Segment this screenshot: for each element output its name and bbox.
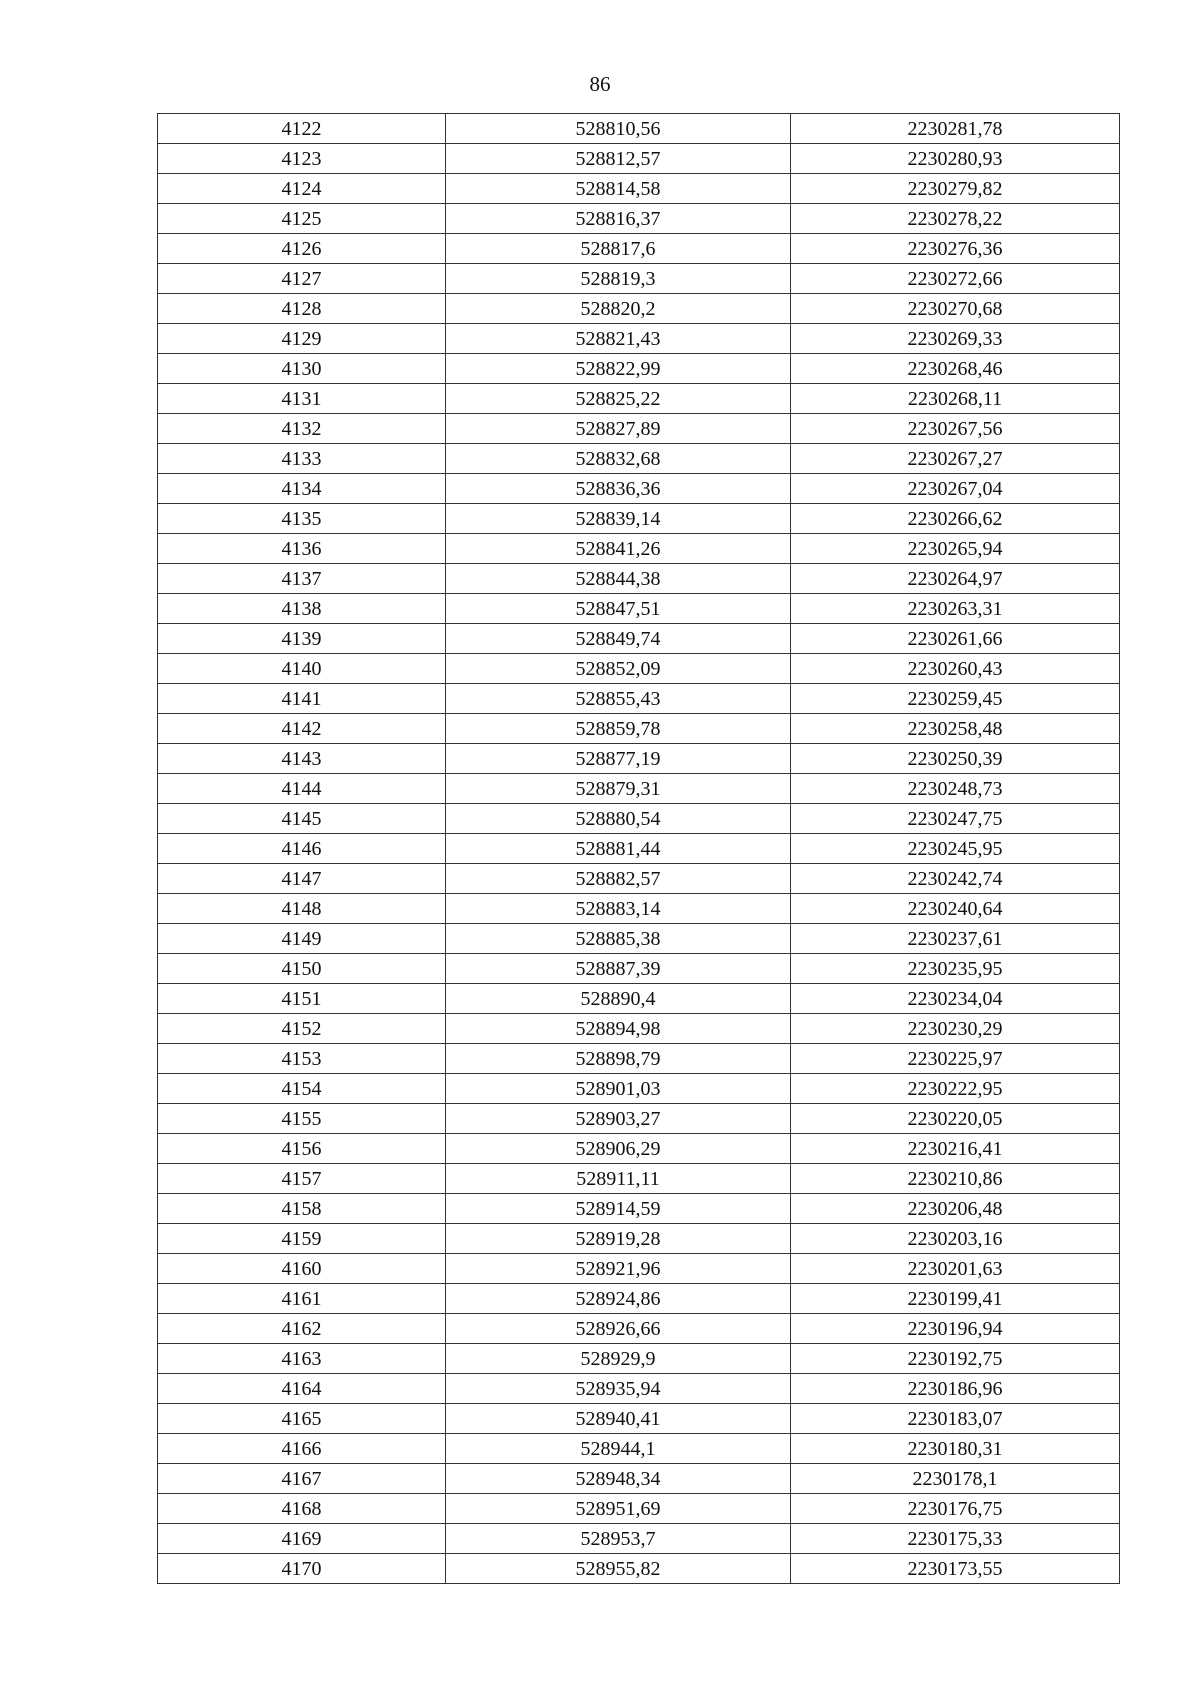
point-number-cell: 4130: [158, 354, 446, 384]
x-coordinate-cell: 528825,22: [446, 384, 791, 414]
table-row: [158, 594, 1120, 624]
page-number: 86: [589, 72, 611, 96]
x-coordinate-cell: 528935,94: [446, 1374, 791, 1404]
point-number-cell: 4170: [158, 1554, 446, 1584]
x-coordinate-cell: 528839,14: [446, 504, 791, 534]
y-coordinate-cell: 2230268,11: [791, 384, 1120, 414]
coordinates-table: [157, 113, 1120, 1584]
point-number-cell: 4155: [158, 1104, 446, 1134]
y-coordinate-cell: 2230180,31: [791, 1434, 1120, 1464]
y-coordinate-cell: 2230261,66: [791, 624, 1120, 654]
point-number-cell: 4122: [158, 114, 446, 144]
table-row: [158, 1194, 1120, 1224]
point-number-cell: 4150: [158, 954, 446, 984]
y-coordinate-cell: 2230259,45: [791, 684, 1120, 714]
table-row: [158, 1314, 1120, 1344]
table-row: [158, 1254, 1120, 1284]
table-row: [158, 894, 1120, 924]
point-number-cell: 4148: [158, 894, 446, 924]
table-row: [158, 1074, 1120, 1104]
y-coordinate-cell: 2230210,86: [791, 1164, 1120, 1194]
table-row: [158, 1134, 1120, 1164]
x-coordinate-cell: 528924,86: [446, 1284, 791, 1314]
x-coordinate-cell: 528881,44: [446, 834, 791, 864]
x-coordinate-cell: 528914,59: [446, 1194, 791, 1224]
table-row: [158, 204, 1120, 234]
table-row: [158, 1404, 1120, 1434]
point-number-cell: 4128: [158, 294, 446, 324]
x-coordinate-cell: 528951,69: [446, 1494, 791, 1524]
x-coordinate-cell: 528832,68: [446, 444, 791, 474]
x-coordinate-cell: 528953,7: [446, 1524, 791, 1554]
x-coordinate-cell: 528847,51: [446, 594, 791, 624]
y-coordinate-cell: 2230247,75: [791, 804, 1120, 834]
table-row: [158, 834, 1120, 864]
x-coordinate-cell: 528882,57: [446, 864, 791, 894]
point-number-cell: 4135: [158, 504, 446, 534]
point-number-cell: 4157: [158, 1164, 446, 1194]
y-coordinate-cell: 2230280,93: [791, 144, 1120, 174]
point-number-cell: 4165: [158, 1404, 446, 1434]
y-coordinate-cell: 2230173,55: [791, 1554, 1120, 1584]
table-row: [158, 264, 1120, 294]
y-coordinate-cell: 2230276,36: [791, 234, 1120, 264]
x-coordinate-cell: 528814,58: [446, 174, 791, 204]
y-coordinate-cell: 2230265,94: [791, 534, 1120, 564]
table-row: [158, 474, 1120, 504]
x-coordinate-cell: 528898,79: [446, 1044, 791, 1074]
table-row: [158, 1374, 1120, 1404]
point-number-cell: 4163: [158, 1344, 446, 1374]
y-coordinate-cell: 2230222,95: [791, 1074, 1120, 1104]
y-coordinate-cell: 2230183,07: [791, 1404, 1120, 1434]
point-number-cell: 4125: [158, 204, 446, 234]
point-number-cell: 4164: [158, 1374, 446, 1404]
table-row: [158, 624, 1120, 654]
x-coordinate-cell: 528929,9: [446, 1344, 791, 1374]
point-number-cell: 4158: [158, 1194, 446, 1224]
point-number-cell: 4133: [158, 444, 446, 474]
x-coordinate-cell: 528827,89: [446, 414, 791, 444]
x-coordinate-cell: 528852,09: [446, 654, 791, 684]
y-coordinate-cell: 2230186,96: [791, 1374, 1120, 1404]
y-coordinate-cell: 2230281,78: [791, 114, 1120, 144]
point-number-cell: 4152: [158, 1014, 446, 1044]
table-row: [158, 984, 1120, 1014]
table-row: [158, 504, 1120, 534]
table-row: [158, 294, 1120, 324]
table-row: [158, 714, 1120, 744]
y-coordinate-cell: 2230264,97: [791, 564, 1120, 594]
point-number-cell: 4123: [158, 144, 446, 174]
y-coordinate-cell: 2230237,61: [791, 924, 1120, 954]
y-coordinate-cell: 2230220,05: [791, 1104, 1120, 1134]
point-number-cell: 4166: [158, 1434, 446, 1464]
y-coordinate-cell: 2230176,75: [791, 1494, 1120, 1524]
point-number-cell: 4167: [158, 1464, 446, 1494]
x-coordinate-cell: 528880,54: [446, 804, 791, 834]
x-coordinate-cell: 528816,37: [446, 204, 791, 234]
point-number-cell: 4124: [158, 174, 446, 204]
table-row: [158, 1284, 1120, 1314]
x-coordinate-cell: 528836,36: [446, 474, 791, 504]
x-coordinate-cell: 528948,34: [446, 1464, 791, 1494]
y-coordinate-cell: 2230201,63: [791, 1254, 1120, 1284]
x-coordinate-cell: 528926,66: [446, 1314, 791, 1344]
point-number-cell: 4126: [158, 234, 446, 264]
y-coordinate-cell: 2230192,75: [791, 1344, 1120, 1374]
y-coordinate-cell: 2230250,39: [791, 744, 1120, 774]
y-coordinate-cell: 2230266,62: [791, 504, 1120, 534]
table-row: [158, 864, 1120, 894]
y-coordinate-cell: 2230178,1: [791, 1464, 1120, 1494]
table-row: [158, 1164, 1120, 1194]
table-row: [158, 804, 1120, 834]
point-number-cell: 4145: [158, 804, 446, 834]
y-coordinate-cell: 2230267,04: [791, 474, 1120, 504]
point-number-cell: 4143: [158, 744, 446, 774]
point-number-cell: 4147: [158, 864, 446, 894]
x-coordinate-cell: 528894,98: [446, 1014, 791, 1044]
y-coordinate-cell: 2230199,41: [791, 1284, 1120, 1314]
point-number-cell: 4139: [158, 624, 446, 654]
point-number-cell: 4159: [158, 1224, 446, 1254]
x-coordinate-cell: 528820,2: [446, 294, 791, 324]
table-row: [158, 774, 1120, 804]
point-number-cell: 4141: [158, 684, 446, 714]
x-coordinate-cell: 528817,6: [446, 234, 791, 264]
x-coordinate-cell: 528810,56: [446, 114, 791, 144]
point-number-cell: 4149: [158, 924, 446, 954]
y-coordinate-cell: 2230267,56: [791, 414, 1120, 444]
x-coordinate-cell: 528885,38: [446, 924, 791, 954]
point-number-cell: 4132: [158, 414, 446, 444]
y-coordinate-cell: 2230279,82: [791, 174, 1120, 204]
point-number-cell: 4151: [158, 984, 446, 1014]
x-coordinate-cell: 528940,41: [446, 1404, 791, 1434]
table-row: [158, 1044, 1120, 1074]
x-coordinate-cell: 528919,28: [446, 1224, 791, 1254]
table-row: [158, 114, 1120, 144]
x-coordinate-cell: 528822,99: [446, 354, 791, 384]
x-coordinate-cell: 528855,43: [446, 684, 791, 714]
x-coordinate-cell: 528887,39: [446, 954, 791, 984]
point-number-cell: 4154: [158, 1074, 446, 1104]
y-coordinate-cell: 2230203,16: [791, 1224, 1120, 1254]
table-row: [158, 324, 1120, 354]
table-row: [158, 354, 1120, 384]
y-coordinate-cell: 2230272,66: [791, 264, 1120, 294]
point-number-cell: 4140: [158, 654, 446, 684]
y-coordinate-cell: 2230263,31: [791, 594, 1120, 624]
point-number-cell: 4144: [158, 774, 446, 804]
table-row: [158, 954, 1120, 984]
table-row: [158, 1014, 1120, 1044]
table-row: [158, 234, 1120, 264]
y-coordinate-cell: 2230175,33: [791, 1524, 1120, 1554]
table-row: [158, 1104, 1120, 1134]
x-coordinate-cell: 528955,82: [446, 1554, 791, 1584]
table-row: [158, 414, 1120, 444]
y-coordinate-cell: 2230245,95: [791, 834, 1120, 864]
point-number-cell: 4161: [158, 1284, 446, 1314]
table-row: [158, 174, 1120, 204]
table-row: [158, 1494, 1120, 1524]
y-coordinate-cell: 2230235,95: [791, 954, 1120, 984]
y-coordinate-cell: 2230216,41: [791, 1134, 1120, 1164]
x-coordinate-cell: 528849,74: [446, 624, 791, 654]
y-coordinate-cell: 2230258,48: [791, 714, 1120, 744]
point-number-cell: 4137: [158, 564, 446, 594]
x-coordinate-cell: 528911,11: [446, 1164, 791, 1194]
x-coordinate-cell: 528890,4: [446, 984, 791, 1014]
y-coordinate-cell: 2230230,29: [791, 1014, 1120, 1044]
table-row: [158, 744, 1120, 774]
x-coordinate-cell: 528901,03: [446, 1074, 791, 1104]
point-number-cell: 4168: [158, 1494, 446, 1524]
point-number-cell: 4146: [158, 834, 446, 864]
coordinates-table-body: [158, 114, 1120, 1584]
y-coordinate-cell: 2230269,33: [791, 324, 1120, 354]
x-coordinate-cell: 528844,38: [446, 564, 791, 594]
table-row: [158, 1434, 1120, 1464]
y-coordinate-cell: 2230267,27: [791, 444, 1120, 474]
point-number-cell: 4156: [158, 1134, 446, 1164]
y-coordinate-cell: 2230278,22: [791, 204, 1120, 234]
y-coordinate-cell: 2230206,48: [791, 1194, 1120, 1224]
table-row: [158, 1224, 1120, 1254]
x-coordinate-cell: 528841,26: [446, 534, 791, 564]
x-coordinate-cell: 528903,27: [446, 1104, 791, 1134]
point-number-cell: 4169: [158, 1524, 446, 1554]
x-coordinate-cell: 528812,57: [446, 144, 791, 174]
table-row: [158, 384, 1120, 414]
x-coordinate-cell: 528883,14: [446, 894, 791, 924]
x-coordinate-cell: 528921,96: [446, 1254, 791, 1284]
point-number-cell: 4127: [158, 264, 446, 294]
y-coordinate-cell: 2230270,68: [791, 294, 1120, 324]
table-row: [158, 534, 1120, 564]
table-row: [158, 444, 1120, 474]
point-number-cell: 4153: [158, 1044, 446, 1074]
table-row: [158, 684, 1120, 714]
point-number-cell: 4131: [158, 384, 446, 414]
point-number-cell: 4142: [158, 714, 446, 744]
x-coordinate-cell: 528819,3: [446, 264, 791, 294]
table-row: [158, 654, 1120, 684]
point-number-cell: 4138: [158, 594, 446, 624]
x-coordinate-cell: 528821,43: [446, 324, 791, 354]
point-number-cell: 4129: [158, 324, 446, 354]
x-coordinate-cell: 528906,29: [446, 1134, 791, 1164]
point-number-cell: 4160: [158, 1254, 446, 1284]
y-coordinate-cell: 2230248,73: [791, 774, 1120, 804]
table-row: [158, 1344, 1120, 1374]
table-row: [158, 924, 1120, 954]
x-coordinate-cell: 528944,1: [446, 1434, 791, 1464]
table-row: [158, 1524, 1120, 1554]
table-row: [158, 144, 1120, 174]
y-coordinate-cell: 2230240,64: [791, 894, 1120, 924]
y-coordinate-cell: 2230242,74: [791, 864, 1120, 894]
point-number-cell: 4136: [158, 534, 446, 564]
y-coordinate-cell: 2230260,43: [791, 654, 1120, 684]
y-coordinate-cell: 2230268,46: [791, 354, 1120, 384]
x-coordinate-cell: 528859,78: [446, 714, 791, 744]
table-row: [158, 1464, 1120, 1494]
point-number-cell: 4134: [158, 474, 446, 504]
y-coordinate-cell: 2230225,97: [791, 1044, 1120, 1074]
point-number-cell: 4162: [158, 1314, 446, 1344]
y-coordinate-cell: 2230196,94: [791, 1314, 1120, 1344]
x-coordinate-cell: 528877,19: [446, 744, 791, 774]
table-row: [158, 1554, 1120, 1584]
table-row: [158, 564, 1120, 594]
x-coordinate-cell: 528879,31: [446, 774, 791, 804]
y-coordinate-cell: 2230234,04: [791, 984, 1120, 1014]
